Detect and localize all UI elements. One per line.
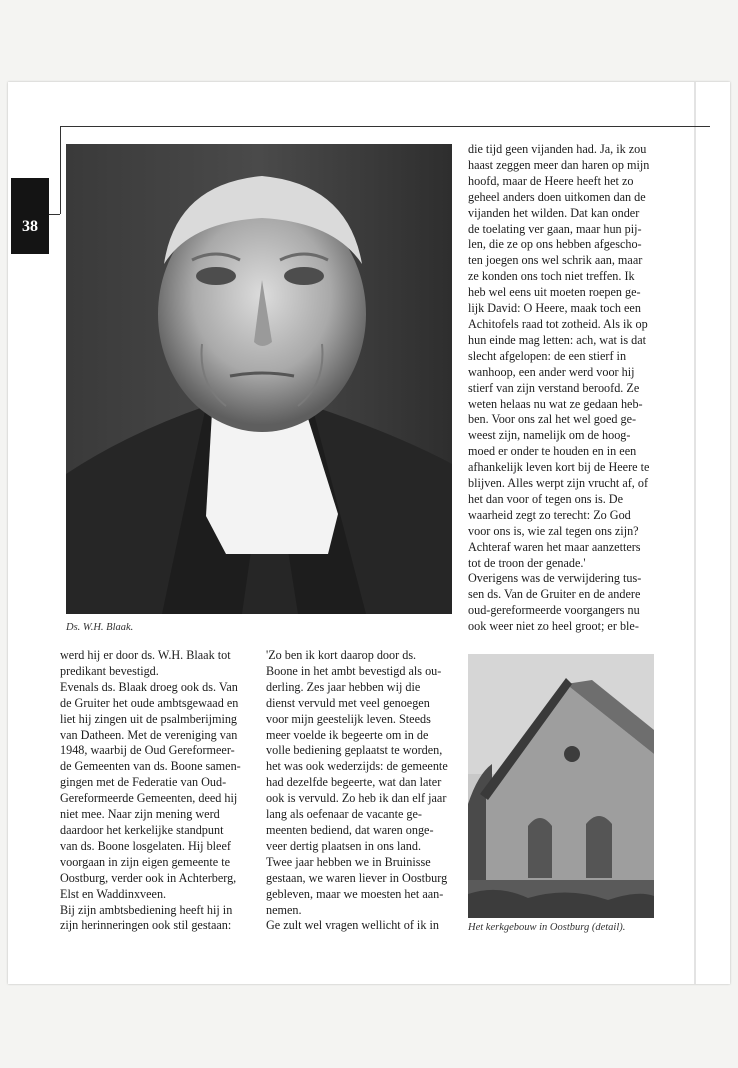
corner-rule-vertical [60,126,61,214]
text-line: stierf van zijn verstand beroofd. Ze [468,380,640,395]
text-line: blijven. Alles werpt zijn vrucht af, of [468,476,649,491]
church-photo [468,654,654,918]
text-line: oud-gereformeerde voorgangers nu [468,603,640,618]
text-line: veer dertig plaatsen in ons land. [266,838,422,853]
text-line: het was ook wederzijds: de gemeente [266,759,448,774]
text-line: weest zijn, namelijk om de hoog- [468,428,631,443]
text-line: haast zeggen meer dan haren op mijn [468,157,650,172]
text-line: ten joegen ons wel schrik aan, maar [468,253,643,268]
text-line: Twee jaar hebben we in Bruinisse [266,854,431,869]
text-line: sen ds. Van de Gruiter en de andere [468,587,641,602]
text-line: geheel anders doen uitkomen dan de [468,189,646,204]
text-line: voor mijn geestelijk leven. Steeds [266,711,431,726]
text-line: dienst vervuld met veel genoegen [266,695,430,710]
text-line: vijanden het wilden. Dat kan onder [468,205,640,220]
text-line: hun einde mag letten: ach, wat is dat [468,332,647,347]
text-line: len, die ze op ons hebben afgescho- [468,237,642,252]
text-line: Gereformeerde Gemeenten, deed hij [60,791,238,806]
text-line: Boone in het ambt bevestigd als ou- [266,663,442,678]
text-line: 'Zo ben ik kort daarop door ds. [266,648,417,662]
text-line: zijn herinneringen ook stil gestaan: [60,918,232,933]
text-line: ben. Voor ons zal het wel goed ge- [468,412,637,427]
page-edge-shadow [694,82,696,984]
text-line: lang als oefenaar de vacante ge- [266,807,422,822]
text-line: niet mee. Naar zijn mening werd [60,807,220,822]
page-number: 38 [11,178,49,254]
portrait-photo [66,144,452,614]
text-line: moed er onder te houden en in een [468,444,637,459]
text-line: de toelating ver gaan, maar hun pij- [468,221,642,236]
text-line: gingen met de Federatie van Oud- [60,775,227,790]
top-rule [60,126,710,127]
text-line: volle bediening geplaatst te worden, [266,743,443,758]
text-line: Achitofels raad tot zotheid. Als ik op [468,316,648,331]
text-line: die tijd geen vijanden had. Ja, ik zou [468,142,647,156]
right-column-text [468,142,654,635]
text-line: derling. Zes jaar hebben wij die [266,679,421,694]
church-caption: Het kerkgebouw in Oostburg (detail). [468,922,626,933]
text-line: had dezelfde begeerte, wat dan later [266,775,442,790]
text-line: slecht afgelopen: de een stierf in [468,348,627,363]
text-line: Overigens was de verwijdering tus- [468,571,642,586]
text-line: wanhoop, een ander werd voor hij [468,364,635,379]
text-line: van Datheen. Met de vereniging van [60,727,238,742]
text-line: ook is vervuld. Zo heb ik dan elf jaar [266,791,447,806]
text-line: nemen. [266,902,302,917]
text-line: meenten bediend, dat waren onge- [266,822,434,837]
text-line: werd hij er door ds. W.H. Blaak tot [60,648,231,662]
text-line: de Gemeenten van ds. Boone samen- [60,759,241,774]
text-line: lijk David: O Heere, maak toch een [468,301,641,316]
text-line: Ge zult wel vragen wellicht of ik in [266,918,439,933]
text-line: heb wel eens uit moeten roepen ge- [468,285,641,300]
portrait-caption: Ds. W.H. Blaak. [66,622,134,633]
text-line: Achteraf waren het maar aanzetters [468,539,641,554]
text-line: waarheid zegt zo terecht: Zo God [468,507,631,522]
text-line: Oostburg, verder ook in Achterberg, [60,870,237,885]
text-line: afhankelijk leven kort bij de Heere te [468,460,650,475]
text-line: van ds. Boone losgelaten. Hij bleef [60,838,231,853]
text-line: hoofd, maar de Heere heeft het zo [468,173,634,188]
text-line: daardoor het kerkelijke standpunt [60,822,224,837]
middle-column-text [266,648,456,934]
text-line: voor ons is, wie zal tegen ons zijn? [468,523,639,538]
text-line: het dan voor of tegen ons is. De [468,491,624,506]
text-line: gebleven, maar we moesten het aan- [266,886,444,901]
text-line: ook weer niet zo heel groot; er ble- [468,619,639,634]
text-line: tot de troon der genade.' [468,555,586,570]
text-line: weten helaas nu wat ze gedaan heb- [468,396,643,411]
text-line: liet hij zingen uit de psalmberijming [60,711,238,726]
text-line: 1948, waarbij de Oud Gereformeer- [60,743,235,758]
text-line: meer voelde ik begeerte om in de [266,727,429,742]
text-line: ze konden ons toch niet treffen. Ik [468,269,635,284]
text-line: de Gruiter het oude ambtsgewaad en [60,695,239,710]
text-line: Elst en Waddinxveen. [60,886,167,901]
scanned-page [8,82,730,984]
text-line: Bij zijn ambtsbediening heeft hij in [60,902,233,917]
left-column-text [60,648,250,934]
text-line: predikant bevestigd. [60,663,159,678]
text-line: gestaan, we waren liever in Oostburg [266,870,448,885]
text-line: Evenals ds. Blaak droeg ook ds. Van [60,679,238,694]
text-line: voorgaan in zijn eigen gemeente te [60,854,230,869]
